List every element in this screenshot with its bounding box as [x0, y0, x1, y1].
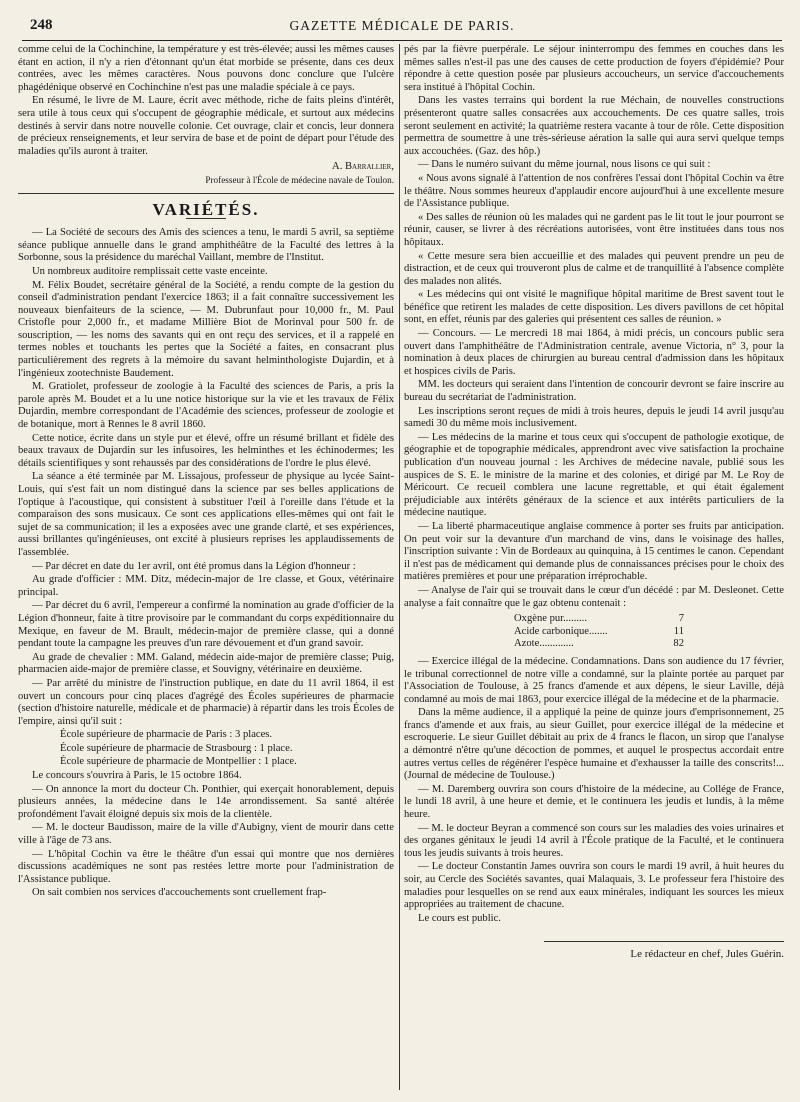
- gas-row: [514, 638, 684, 651]
- paragraph: On sait combien nos services d'accouchements sont cruellement frap-: [32, 887, 327, 899]
- page-header: [22, 14, 782, 41]
- gas-name: Azote.............: [514, 638, 574, 650]
- paragraph: — Par arrêté du ministre de l'instruction publique, en date du 11 avril 1864, il est ouvert un concours pour cinq places d'agrégé des Écoles supérieures de pharmacie (section d'histoire naturelle, médicale et de pharmacie) à répartir dans les trois Écoles de l'empire, ainsi qu'il suit :: [18, 677, 394, 727]
- journal-title: GAZETTE MÉDICALE DE PARIS.: [289, 18, 515, 33]
- paragraph: — La Société de secours des Amis des sciences a tenu, le mardi 5 avril, sa septième séance publique annuelle dans le grand amphithéâtre de la Faculté des lettres à la Sorbonne, sous la présidence du maréchal Vaillant, membre de l'Institut.: [18, 227, 394, 264]
- paragraph: pés par la fièvre puerpérale. Le séjour ininterrompu des femmes en couches dans les mêmes salles n'est-il pas une des causes de cette production de foyers d'épidémie? Pour répondre à cette question posée par plusieurs accoucheurs, un service d'accouchements sera institué à l'hôpital Cochin.: [404, 44, 784, 93]
- ecole-line: École supérieure de pharmacie de Montpellier : 1 place.: [60, 756, 297, 768]
- gas-value: 82: [673, 638, 684, 650]
- paragraph: Dans la même audience, il a appliqué la peine de quinze jours d'emprisonnement, 25 francs d'amende et aux frais, au sieur Guillet, pour exercice illégal de la médecine et escroquerie. Le sieur Guillet débitait au prix de 4 francs le flacon, un sirop que l'analyse a démontré n'être qu'une décoction de pommes, et auquel le prospectus accordait entre autres vertus celles de régénérer l'espèce humaine et d'exhausser la taille des conscrits!... (Journal de médecine de Toulouse.): [404, 707, 784, 782]
- gas-analysis-table: [514, 613, 784, 651]
- ecole-line: École supérieure de pharmacie de Strasbourg : 1 place.: [60, 742, 293, 754]
- section-divider: [18, 193, 394, 194]
- paragraph: — Analyse de l'air qui se trouvait dans le cœur d'un décédé : par M. Desleonet. Cette analyse a fait connaître que le gaz obtenu contenait :: [404, 584, 784, 609]
- column-rule: [399, 44, 400, 1090]
- paragraph: — M. le docteur Baudisson, maire de la ville d'Aubigny, vient de mourir dans cette ville à l'âge de 73 ans.: [18, 822, 394, 847]
- paragraph: — Les médecins de la marine et tous ceux qui s'occupent de pathologie exotique, de géographie et de topographie médicales, apprendront avec vive satisfaction la prochaine publication d'un nouveau journal : les Archives de médecine navale, publié sous les auspices de S. E. le ministre de la marine et des colonies, et dirigé par M. Le Roy de Méricourt. Ce recueil comblera une lacune regrettable, et qui était également préjudiciable aux intérêts généraux de la science et aux intérêts particuliers de la médecine nautique.: [404, 431, 784, 519]
- left-column: [18, 44, 394, 1090]
- paragraph: La séance a été terminée par M. Lissajous, professeur de physique au lycée Saint-Louis, qui s'est fait un nom distingué dans la science par ses belles applications de l'optique à l'acoustique, qui consistent à substituer l'œil à l'oreille dans l'étude et la comparaison des sons musicaux. Ce sont ces applications elles-mêmes qui ont fait le sujet de sa communication; il les a exposées avec une grande clarté, et ses expériences, aussi brillantes qu'ingénieuses, ont excité à plusieurs reprises les applaudissements de l'assemblée.: [18, 471, 394, 558]
- paragraph: Un nombreux auditoire remplissait cette vaste enceinte.: [32, 265, 268, 277]
- gas-row: [514, 613, 684, 626]
- gas-name: Acide carbonique.......: [514, 625, 608, 637]
- gas-name: Oxgène pur.........: [514, 613, 587, 625]
- paragraph: Le cours est public.: [418, 912, 501, 924]
- page-number: 248: [30, 17, 53, 33]
- paragraph: Le concours s'ouvrira à Paris, le 15 octobre 1864.: [32, 770, 242, 782]
- paragraph: Au grade d'officier : MM. Ditz, médecin-major de 1re classe, et Goux, vétérinaire principal.: [18, 574, 394, 598]
- paragraph: — On annonce la mort du docteur Ch. Ponthier, qui exerçait honorablement, depuis plusieurs années, la médecine dans le 14e arrondissement. Sa santé altérée profondément l'avait éloigné depuis six mois de la clientèle.: [18, 783, 394, 820]
- paragraph: Dans les vastes terrains qui bordent la rue Méchain, de nouvelles constructions présenteront quatre salles consacrées aux accouchements. De ces quatre salles, trois seront seulement en activité; la quatrième restera vacante à tour de rôle. Cette disposition permettra de soumettre à une très-sérieuse aération la salle qui aura servi quelque temps aux accouchées. (Gaz. des hôp.): [404, 95, 784, 157]
- paragraph: — L'hôpital Cochin va être le théâtre d'un essai qui montre que nos dernières discussions académiques ne sont pas restées lettre morte pour l'administration de l'Assistance publique.: [18, 848, 394, 885]
- editor-signature: Le rédacteur en chef, Jules Guérin.: [544, 941, 784, 961]
- paragraph: En résumé, le livre de M. Laure, écrit avec méthode, riche de faits pleins d'intérêt, sera utile à tous ceux qui s'occupent de géographie médicale, et surtout aux médecins destinés à servir dans notre nouvelle colonie. Cet ouvrage, clair et concis, leur donnera de précieux renseignements, et leur servira de base et de point de départ pour l'étude des maladies qu'ils auront à traiter.: [18, 95, 394, 157]
- paragraph: « Nous avons signalé à l'attention de nos confrères l'essai dont l'hôpital Cochin va être le théâtre. Nous sommes heureux d'applaudir encore aujourd'hui à une excellente mesure de l'Assistance publique.: [404, 172, 784, 210]
- ecole-line: École supérieure de pharmacie de Paris : 3 places.: [60, 729, 273, 741]
- paragraph: comme celui de la Cochinchine, la température y est très-élevée; aussi les mêmes causes étant en action, il n'y a rien d'étonnant qu'un état morbide se présente, dans ces deux contrées, avec les mêmes caractères. Nous pouvons donc conclure que l'ulcère phagédénique observé en Cochinchine n'est pas une maladie spéciale à ce pays.: [18, 44, 394, 93]
- paragraph: M. Félix Boudet, secrétaire général de la Société, a rendu compte de la gestion du conseil d'administration pendant l'exercice 1863; il a fait connaître successivement les nouveaux bienfaiteurs de la science, — M. Dubrunfaut pour 10,000 fr., M. Paul Cristofle pour 2,000 fr., et madame Millière Biot de Morinval pour 500 fr. de souscription, — les noms des savants qui en ont reçu des services, et il a rappelé en termes nobles et touchants les pertes que la Société a faites, en consacrant plus particulièrement des regrets à la mémoire du savant helminthologiste Dujardin, et à l'ingénieux zootechniste Baudement.: [18, 279, 394, 379]
- paragraph: — Exercice illégal de la médecine. Condamnations. Dans son audience du 17 février, le tribunal correctionnel de notre ville a condamné, sur la plainte portée au parquet par l'Association de Toulouse, à 25 francs d'amende et aux dépens, le sieur Laville, déjà condamné au mois de mai 1863, pour exercice illégal de la médecine et de la pharmacie.: [404, 655, 784, 705]
- paragraph: « Des salles de réunion où les malades qui ne gardent pas le lit tout le jour pourront se réunir, causer, se livrer à des récréations autorisées, vont être instituées dans tous nos hôpitaux.: [404, 211, 784, 248]
- author-title: Professeur à l'École de médecine navale de Toulon.: [205, 174, 394, 185]
- author-signature: A. Barrallier,: [332, 161, 394, 173]
- gas-value: 7: [678, 613, 684, 625]
- right-column: [404, 44, 784, 1090]
- paragraph: M. Gratiolet, professeur de zoologie à la Faculté des sciences de Paris, a pris la parole après M. Boudet et a lu une notice historique sur la vie et les travaux de Félix Dujardin, membre correspondant de l'Académie des sciences, professeur de zoologie et de botanique, mort à Rennes le 8 avril 1860.: [18, 381, 394, 431]
- paragraph: — M. Daremberg ouvrira son cours d'histoire de la médecine, au Collége de France, le lundi 18 avril, à une heure et demie, et le continuera les jeudis et lundis, à la même heure.: [404, 783, 784, 821]
- paragraph: — La liberté pharmaceutique anglaise commence à porter ses fruits par anticipation. On peut voir sur la devanture d'un marchand de vins, dans le voisinage des halles, l'inscription suivante : Vin de Bordeaux au quinquina, à 15 centimes le canon. Cependant il n'est pas de médicament qui demande plus de connaissances précises pour le choix des matières premières et pour une préparation irréprochable.: [404, 520, 784, 583]
- paragraph: — Dans le numéro suivant du même journal, nous lisons ce qui suit :: [418, 159, 711, 171]
- section-title: VARIÉTÉS.: [152, 199, 260, 219]
- paragraph: Les inscriptions seront reçues de midi à trois heures, depuis le jeudi 14 avril jusqu'au samedi 30 du même mois inclusivement.: [404, 405, 784, 430]
- gas-row: [514, 626, 684, 639]
- paragraph: — Par décret du 6 avril, l'empereur a confirmé la nomination au grade d'officier de la Légion d'honneur, faite à titre provisoire par le commandant du corps expéditionnaire du Mexique, en faveur de M. Brault, médecin-major de première classe, qui a donné pendant toute la campagne les preuves d'un rare dévouement et d'un grand savoir.: [18, 600, 394, 650]
- paragraph: Cette notice, écrite dans un style pur et élevé, offre un résumé brillant et fidèle des beaux travaux de Dujardin sur les infusoires, les helminthes et les échinodermes; les détails scientifiques y sont rehaussés par des considérations de l'ordre le plus élevé.: [18, 432, 394, 469]
- paragraph: — M. le docteur Beyran a commencé son cours sur les maladies des voies urinaires et des organes génitaux le jeudi 14 avril à l'École pratique de la Faculté, et le continuera tous les jeudis suivants à trois heures.: [404, 822, 784, 859]
- paragraph: — Le docteur Constantin James ouvrira son cours le mardi 19 avril, à huit heures du soir, au Cercle des Sociétés savantes, quai Malaquais, 3. Le professeur fera l'histoire des maladies pour lesquelles on se rend aux eaux minérales, indiquant les sources les mieux appropriées au traitement de chacune.: [404, 861, 784, 911]
- paragraph: « Cette mesure sera bien accueillie et des malades qui peuvent prendre un peu de distraction, et de ceux qui trouveront plus de calme et de tranquillité à l'absence complète des malades non alités.: [404, 250, 784, 287]
- paragraph: Au grade de chevalier : MM. Galand, médecin aide-major de première classe; Puig, pharmacien aide-major de première classe, et Souvigny, vétérinaire en deuxième.: [18, 651, 394, 676]
- paragraph: — Par décret en date du 1er avril, ont été promus dans la Légion d'honneur :: [32, 560, 356, 572]
- paragraph: MM. les docteurs qui seraient dans l'intention de concourir devront se faire inscrire au bureau du secrétariat de l'administration.: [404, 379, 784, 404]
- paragraph: — Concours. — Le mercredi 18 mai 1864, à midi précis, un concours public sera ouvert dans l'amphithéâtre de l'Administration centrale, avenue Victoria, n° 3, pour la nomination à deux places de chirurgien au bureau central d'admission dans les hôpitaux et hospices civils de Paris.: [404, 328, 784, 377]
- gas-value: 11: [673, 625, 684, 637]
- paragraph: « Les médecins qui ont visité le magnifique hôpital maritime de Brest savent tout le bénéfice que retirent les malades de cette disposition. Les divers pavillons de cet hôpital sont, en effet, réunis par des galeries qui présentent ces salles de réunion. »: [404, 289, 784, 326]
